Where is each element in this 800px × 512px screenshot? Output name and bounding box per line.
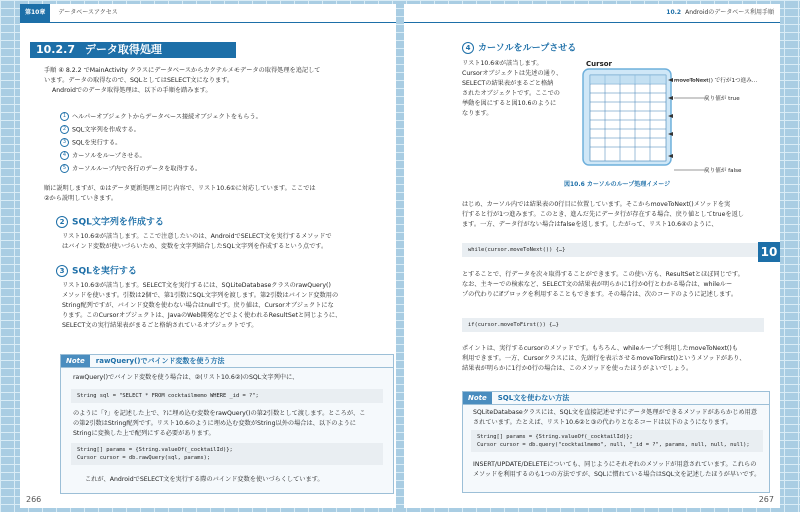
figure-caption: 図10.6 カーソルのループ処理イメージ (564, 181, 671, 188)
text-line: 手順 ④ 8.2.2 でMainActivity クラスにデータベースからカクテルメモデータの取得処理を追記して (44, 67, 321, 74)
figure-annotation: 戻り値が false (704, 168, 742, 174)
code-line: String[] params = {String.valueOf(_cocktailId)}; (477, 434, 633, 440)
move-to-first-paragraph (462, 344, 772, 374)
text-line: Androidでのデータ取得処理は、以下の手順を踏みます。 (52, 87, 212, 94)
step-text: ヘルパーオブジェクトからデータベース接続オブジェクトをもらう。 (72, 113, 262, 121)
text-line: されたオブジェクトです。ここでの (462, 90, 560, 97)
step-text: カーソルループ内で各行のデータを取得する。 (72, 165, 202, 173)
figure-annotation: 戻り値が true (704, 96, 740, 102)
result-set-paragraph (462, 270, 772, 300)
note-paragraph (73, 409, 389, 439)
text-line: 結果表が明らかに1行か0行の場合は、このメソッドを使ったほうがよいでしょう。 (462, 365, 693, 372)
text-line: されています。たとえば、リスト10.6②と③の代わりとなるコードは以下のようになります。 (473, 419, 732, 426)
figure-label: Cursor (586, 60, 613, 68)
text-line: リスト10.6③が該当します。SELECT文を実行するには、SQLiteDatabaseクラスのrawQuery() (62, 282, 331, 289)
chapter-label: 第10章 (20, 4, 50, 22)
text-line: SQLiteDatabaseクラスには、SQL文を直接記述せずにデータ処理ができるメソッドがあらかじめ用意 (473, 409, 758, 416)
running-header (20, 4, 396, 22)
subheading-2 (56, 216, 164, 229)
note-tag: Note (463, 392, 492, 404)
step-number-icon: 3 (60, 138, 69, 147)
code-block (71, 443, 383, 465)
figure-arrows (674, 74, 710, 174)
intro-paragraph (44, 66, 390, 96)
text-line: とすることで、行データを次々取得することができます。この使い方も、ResultSetとほぼ同じです。 (462, 271, 744, 278)
section-number: 10.2.7 (36, 43, 75, 56)
step-text: カーソルをループさせる。 (72, 152, 146, 160)
cursor-figure (582, 68, 674, 168)
list-item (60, 164, 262, 174)
code-block: while(cursor.moveToNext()) {…} (462, 243, 764, 257)
subheading-3 (56, 265, 137, 278)
text-line: リスト10.6④が該当します。 (462, 60, 543, 67)
text-line: ポイントは、実行するcursorのメソッドです。もちろん、whileループで利用したmoveToNext()も (462, 345, 738, 352)
section-heading (30, 42, 236, 58)
number-2-icon: 2 (56, 216, 68, 228)
order-paragraph (44, 184, 390, 204)
text-line: の第2引数はString配列です。リスト10.6のように埋め込む変数がString以外の場合は、以下のように (73, 420, 356, 427)
text-line: います。データの取得なので、SQLとしてはSELECT文になります。 (44, 77, 234, 84)
text-line: のように「?」を記述した上で、?に埋め込む変数をrawQuery()の第2引数として渡します。ところが、こ (73, 410, 366, 417)
text-line: はバインド変数が使いづらいため、変数を文字列結合したSQL文字列を作成するという点です。 (62, 243, 328, 250)
code-block: String sql = "SELECT * FROM cocktailmemo WHERE _id = ?"; (71, 389, 383, 403)
code-line: Cursor cursor = db.rawQuery(sql, params); (77, 455, 211, 461)
number-3-icon: 3 (56, 265, 68, 277)
text-line: 順に説明しますが、①はデータ更新処理と同じ内容で、リスト10.6①に対応しています。ここでは (44, 185, 316, 192)
note-line: rawQuery()でバインド変数を使う場合は、②(リスト10.6②)のSQL文字列中に、 (73, 374, 299, 381)
step-number-icon: 2 (60, 125, 69, 134)
subheading-4 (462, 42, 576, 55)
figure-annotation: moveToNext() で行が1つ進み… (674, 78, 758, 84)
sql-string-paragraph (62, 232, 392, 252)
note-header (463, 392, 769, 405)
subheading-text: SQLを実行する (72, 266, 137, 277)
chapter-tab: 10 (758, 242, 780, 262)
code-block: if(cursor.moveToFirst()) {…} (462, 318, 764, 332)
note-header (61, 355, 393, 368)
execute-sql-paragraph (62, 281, 392, 331)
section-title: データ取得処理 (84, 43, 162, 56)
list-item (60, 138, 262, 148)
text-line: メソッドを使います。引数は2個で、第1引数にSQL文字列を渡します。第2引数はバインド変数用の (62, 292, 339, 299)
step-number-icon: 4 (60, 151, 69, 160)
text-line: メソッドを利用するのも1つの方法ですが、SQLに慣れている場合はSQL文を記述したほうが早いです。 (473, 471, 761, 478)
note-paragraph (473, 408, 765, 428)
list-item (60, 125, 262, 135)
step-text: SQLを実行する。 (72, 139, 122, 147)
note-paragraph (473, 460, 765, 480)
text-line: ②から説明していきます。 (44, 195, 118, 202)
text-line: はじめ、カーソル内では結果表の0行目に位置しています。そこからmoveToNext()メソッドを実 (462, 201, 731, 208)
cursor-paragraph (462, 59, 572, 119)
text-line: SELECT文の実行結果表がまるごと格納されているオブジェクトです。 (62, 322, 258, 329)
text-line: 行すると行が1つ進みます。このとき、進んだ先にデータ行が存在する場合、戻り値としてtrueを返し (462, 211, 744, 218)
text-line: INSERT/UPDATE/DELETEについても、同じようにそれぞれのメソッドが用意されています。これらの (473, 461, 757, 468)
running-header (404, 4, 780, 22)
number-4-icon: 4 (462, 42, 474, 54)
code-line: String[] params = {String.valueOf(_cocktailId)}; (77, 447, 233, 453)
text-line: ます。一方、データ行がない場合はfalseを返します。したがって、リスト10.6④のように、 (462, 221, 718, 228)
text-line: リスト10.6②が該当します。ここで注意したいのは、AndroidでSELECT文を実行するメソッドで (62, 233, 332, 240)
code-block (471, 430, 763, 452)
page-number: 266 (26, 495, 42, 504)
step-number-icon: 1 (60, 112, 69, 121)
text-line: なお、主キーでの検索など、SELECT文の結果表が明らかに1行か0行とわかる場合は、whileルー (462, 281, 733, 288)
note-title: rawQuery()でバインド変数を使う方法 (95, 357, 225, 365)
step-number-icon: 5 (60, 164, 69, 173)
list-item (60, 151, 262, 161)
running-title: Androidのデータベース利用手順 (685, 9, 774, 16)
text-line: String配列ですが、バインド変数を使わない場合はnullです。戻り値は、Cursorオブジェクトにな (62, 302, 334, 309)
page-number: 267 (758, 495, 774, 504)
note-tag: Note (61, 355, 90, 367)
list-item (60, 112, 262, 122)
text-line: プの代わりにifブロックを利用することもできます。その場合は、次のコードのように記述します。 (462, 291, 738, 298)
subheading-text: カーソルをループさせる (478, 43, 577, 54)
header-rule (404, 22, 780, 23)
code-line: Cursor cursor = db.query("cocktailmemo", null, "_id = ?", params, null, null, null); (477, 442, 750, 448)
text-line: Stringに変換した上で配列にする必要があります。 (73, 430, 215, 437)
step-list (60, 112, 262, 174)
note-box (462, 391, 770, 493)
text-line: Cursorオブジェクトは先述の通り、 (462, 70, 563, 77)
text-line: ります。このCursorオブジェクトは、JavaのWeb開発などでよく使われるResultSetと同じように、 (62, 312, 342, 319)
section-ref: 10.2 (666, 9, 682, 16)
text-line: 挙動を図にすると図10.6のように (462, 100, 557, 107)
running-title: データベースアクセス (58, 9, 118, 16)
header-rule (20, 22, 396, 23)
text-line: なります。 (462, 110, 493, 117)
left-page (20, 4, 396, 508)
move-to-next-paragraph (462, 200, 772, 230)
text-line: 利用できます。一方、Cursorクラスには、先頭行を表示させるmoveToFirst()というメソッドがあり、 (462, 355, 746, 362)
right-page (404, 4, 780, 508)
text-line: SELECTの結果表がまるごと格納 (462, 80, 554, 87)
note-title: SQL文を使わない方法 (497, 394, 570, 402)
step-text: SQL文字列を作成する。 (72, 126, 140, 134)
note-line: これが、AndroidでSELECT文を実行する際のバインド変数を使いづらくしています。 (85, 476, 324, 483)
subheading-text: SQL文字列を作成する (72, 217, 164, 228)
note-box (60, 354, 394, 494)
